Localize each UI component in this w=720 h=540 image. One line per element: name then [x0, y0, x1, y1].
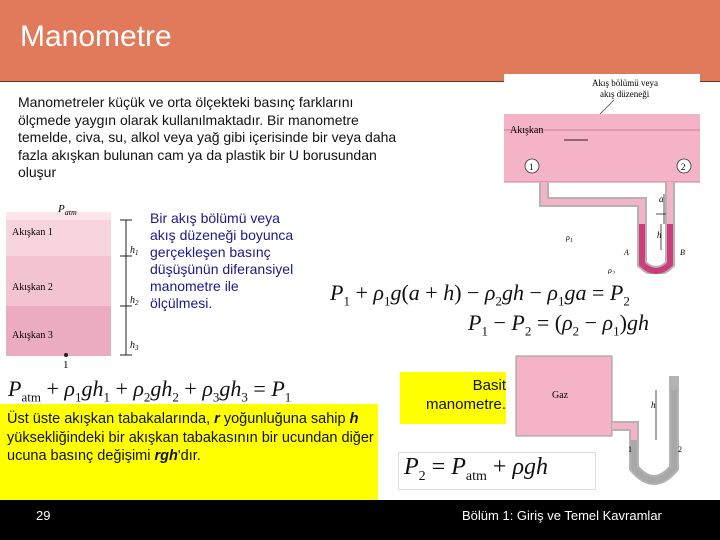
simple-point-2: 2 — [678, 445, 682, 454]
simple-manometer-caption: Basit manometre. — [425, 377, 506, 413]
a-label: a — [659, 194, 664, 204]
point-a-label: A — [624, 248, 629, 257]
h1-label: $h_1$ — [130, 245, 139, 257]
simple-point-1: 1 — [628, 445, 632, 454]
flow-device-label: akış düzeneği — [600, 89, 650, 99]
layer-note: Üst üste akışkan tabakalarında, r yoğunluğuna sahip h yüksekliğindeki bir akışkan tabakasının bir ucundan diğer ucuna basınç değişimi rgh'dır. — [7, 411, 374, 464]
title-bar — [0, 0, 720, 82]
page-number: 29 — [36, 508, 51, 523]
slide-title: Manometre — [20, 20, 172, 53]
gas-label: Gaz — [552, 390, 569, 401]
h2-label: $h_2$ — [130, 295, 139, 307]
point-b-label: B — [680, 248, 685, 257]
rho2-label: $\rho_2$ — [608, 266, 615, 274]
simple-equation: $P_2 = P_{atm} + \rho gh$ — [404, 454, 548, 484]
flow-section-label: Akış bölümü veya — [592, 78, 658, 88]
footer-left — [0, 500, 360, 540]
flow-pipe — [504, 130, 700, 182]
differential-equation-1: $P_1 + \rho_1g(a + h) - \rho_2gh - \rho_1ga = P_2$ — [330, 280, 630, 309]
intro-paragraph: Manometreler küçük ve orta ölçekteki basınç farklarını ölçmede yaygın olarak kullanılmaktadır. Bir manometre temelde, civa, su, alkol veya yağ gibi içerisinde bir veya daha fazla akışkan bulunan cam ya da plastik bir U borusundan oluşur — [18, 94, 397, 180]
layers-equation: $P_{atm} + \rho_1gh_1 + \rho_2gh_2 + \rho_3gh_3 = P_1$ — [8, 376, 292, 405]
chapter-label: Bölüm 1: Giriş ve Temel Kavramlar — [462, 508, 662, 523]
point-1-marker — [64, 353, 68, 357]
fluid1-label: Akışkan 1 — [12, 227, 53, 238]
simple-h-label: h — [651, 400, 656, 410]
fluid-layer-2 — [6, 256, 111, 306]
flow-label: Akışkan — [510, 125, 544, 136]
rho1-label: $\rho_1$ — [566, 233, 573, 244]
patm-label: $P_{atm}$ — [58, 203, 77, 217]
diff-point-1: 1 — [529, 162, 534, 172]
layered-fluids-figure — [6, 198, 150, 374]
fluid3-label: Akışkan 3 — [12, 330, 53, 341]
fluid2-label: Akışkan 2 — [12, 282, 53, 293]
point-1-label: 1 — [63, 359, 69, 371]
h3-label: $h_3$ — [130, 340, 139, 352]
differential-caption: Bir akış bölümü veya akış düzeneği boyunca gerçekleşen basınç düşüşünün diferansiyel manometre ile ölçülmesi. — [150, 210, 294, 311]
differential-equation-2: $P_1 - P_2 = (\rho_2 - \rho_1)gh$ — [468, 310, 649, 339]
fluid-layer-1 — [6, 220, 111, 256]
differential-manometer-figure — [504, 74, 700, 274]
diff-point-2: 2 — [681, 162, 686, 172]
h-label: h — [657, 230, 662, 240]
